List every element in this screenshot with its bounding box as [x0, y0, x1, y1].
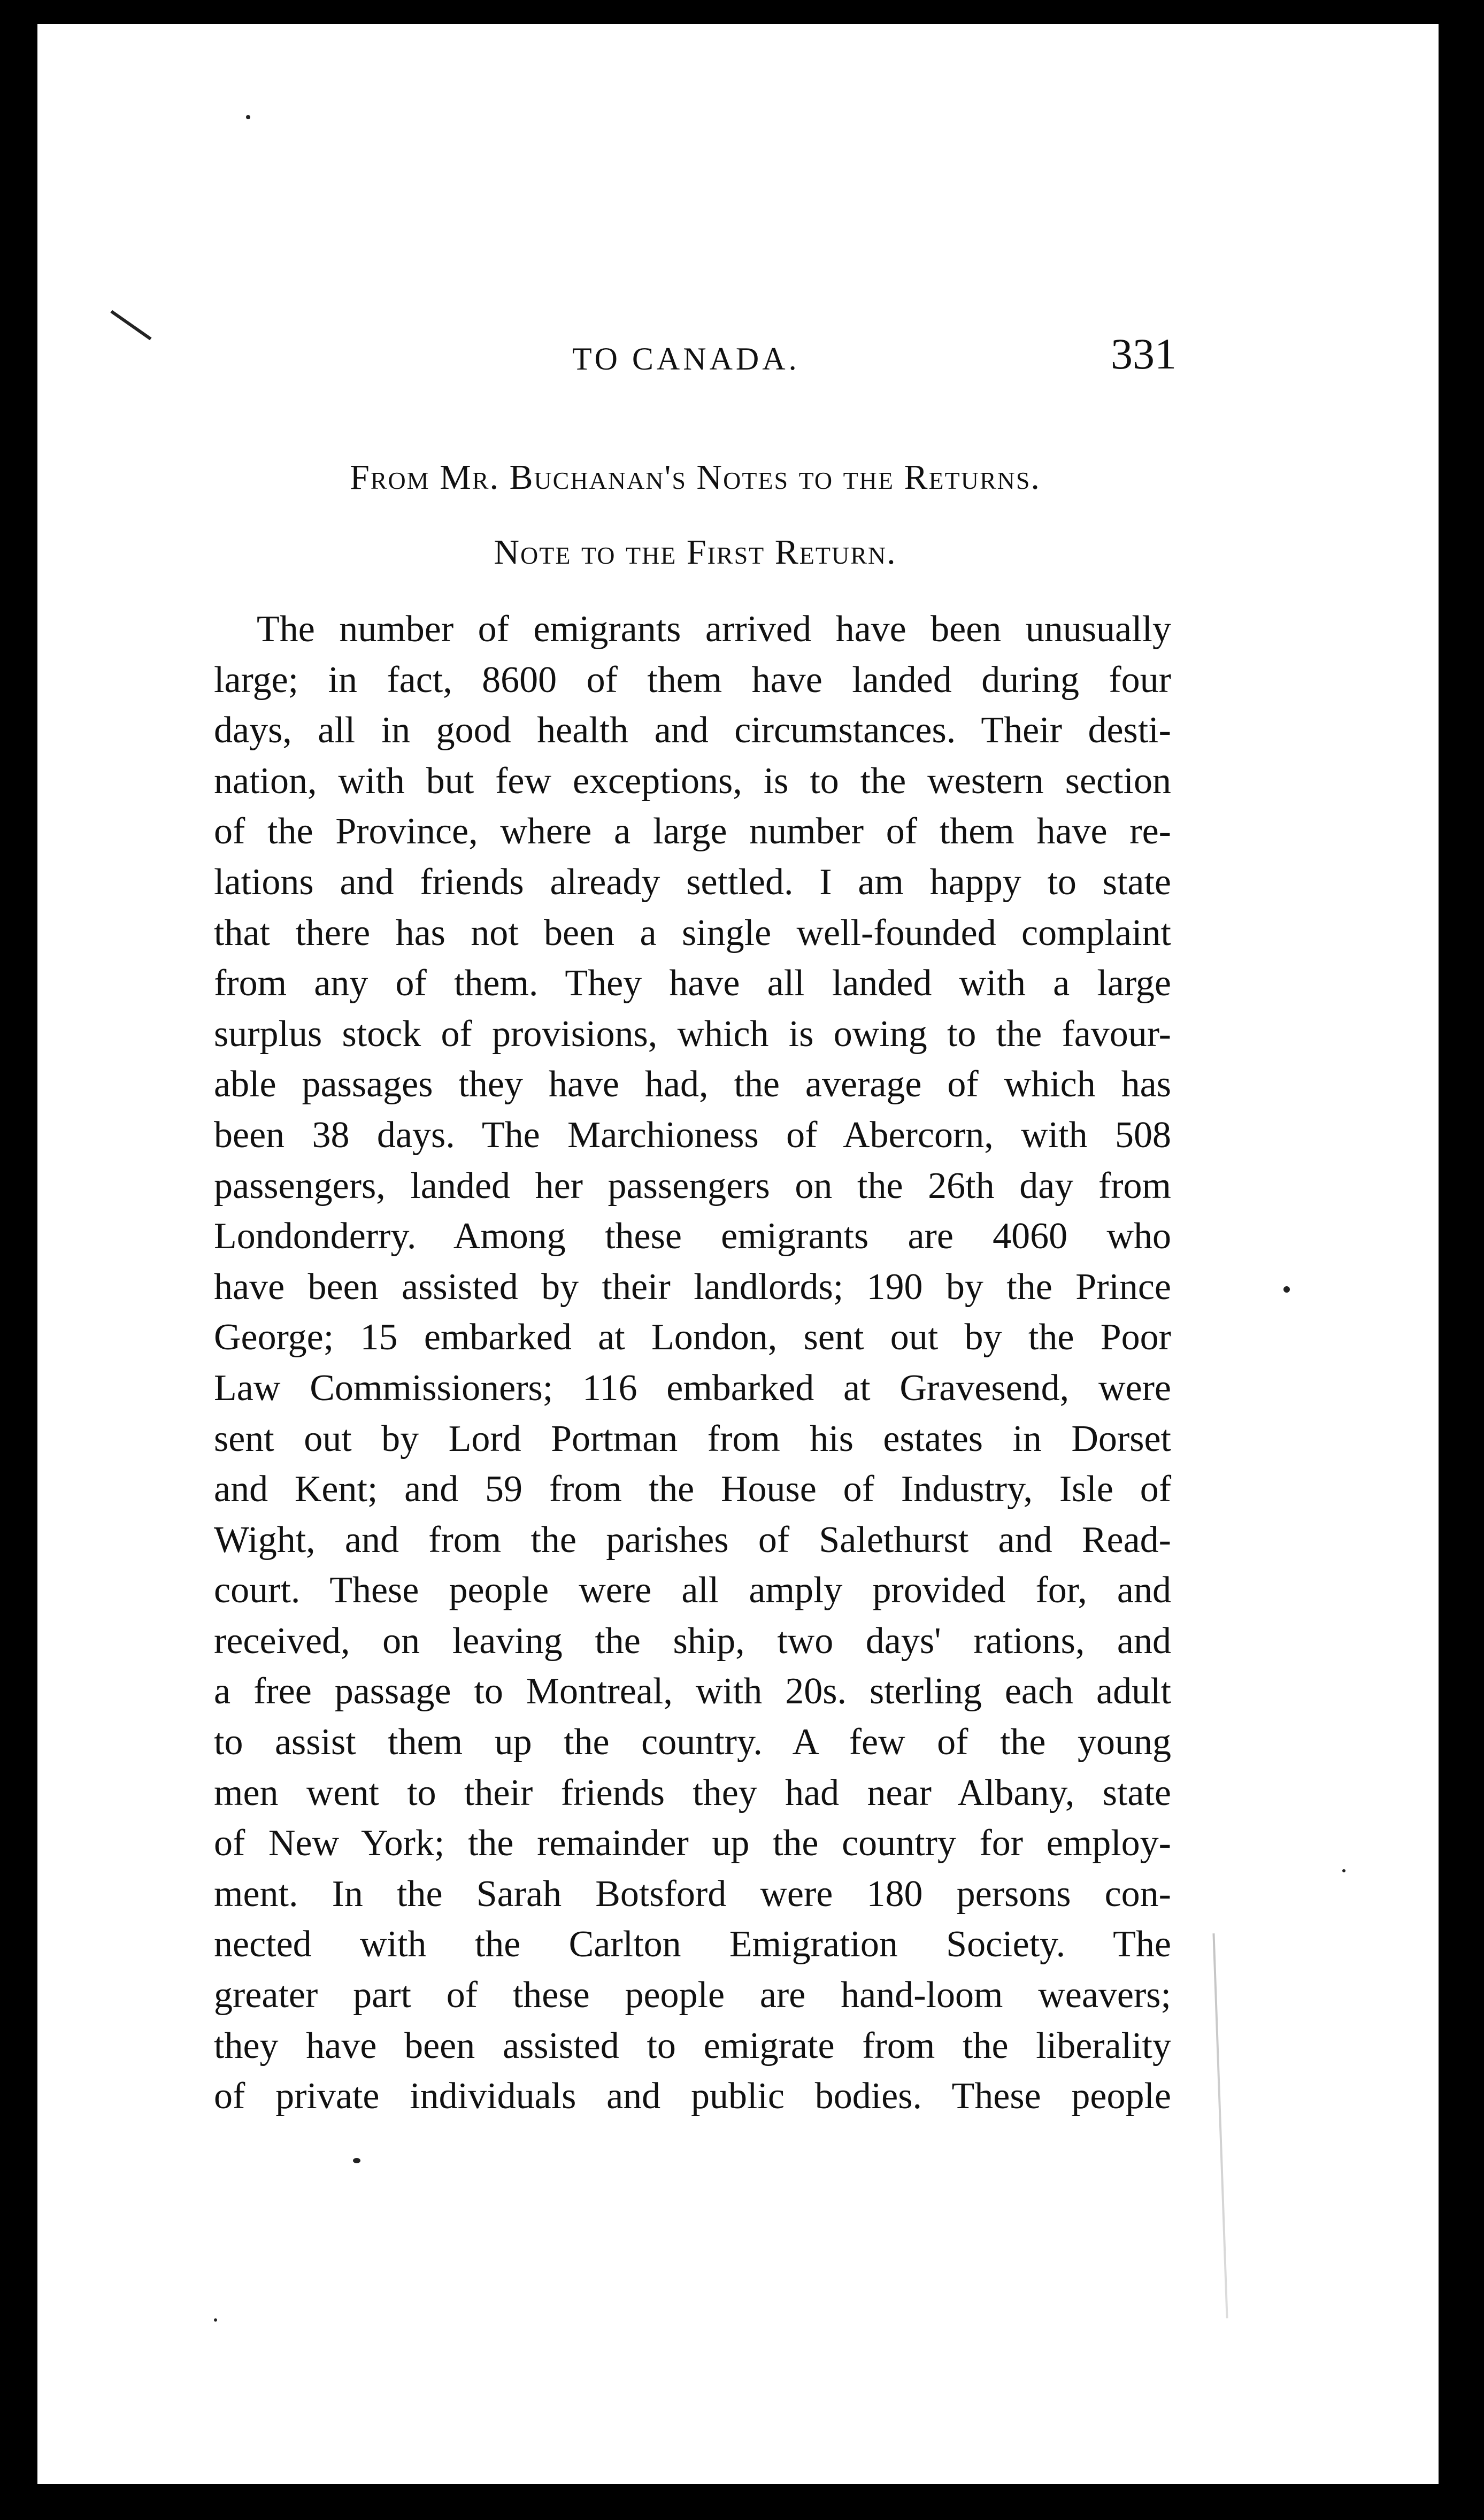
- dust-speck: [246, 115, 250, 119]
- text-line: received, on leaving the ship, two days' rations, and: [214, 1620, 1171, 1662]
- text-line: of the Province, where a large number of them have re-: [214, 811, 1171, 852]
- text-line: a free passage to Montreal, with 20s. sterling each adult: [214, 1671, 1171, 1712]
- book-page: [37, 24, 1439, 2484]
- text-line: days, all in good health and circumstances. Their desti-: [214, 710, 1171, 751]
- margin-pencil-line: [1212, 1933, 1228, 2318]
- text-line: ment. In the Sarah Botsford were 180 persons con-: [214, 1873, 1171, 1915]
- page-header: [214, 329, 1177, 393]
- ink-mark: [110, 310, 151, 341]
- text-line: have been assisted by their landlords; 190 by the Prince: [214, 1266, 1171, 1308]
- text-line: been 38 days. The Marchioness of Abercorn, with 508: [214, 1114, 1171, 1156]
- text-line: nected with the Carlton Emigration Society. The: [214, 1924, 1171, 1965]
- text-line: Londonderry. Among these emigrants are 4060 who: [214, 1216, 1171, 1257]
- dust-speck: [214, 2318, 217, 2322]
- text-line: of private individuals and public bodies. These people: [214, 2076, 1171, 2117]
- text-line: sent out by Lord Portman from his estates in Dorset: [214, 1418, 1171, 1459]
- subsection-heading: Note to the First Return.: [494, 533, 897, 572]
- text-line: and Kent; and 59 from the House of Industry, Isle of: [214, 1469, 1171, 1510]
- text-line: of New York; the remainder up the country for employ-: [214, 1823, 1171, 1864]
- text-line: nation, with but few exceptions, is to the western section: [214, 760, 1171, 802]
- text-line: greater part of these people are hand-loom weavers;: [214, 1974, 1171, 2016]
- dust-speck: [353, 2158, 360, 2163]
- text-line: large; in fact, 8600 of them have landed during four: [214, 659, 1171, 701]
- text-line: court. These people were all amply provided for, and: [214, 1570, 1171, 1611]
- text-line: men went to their friends they had near Albany, state: [214, 1772, 1171, 1814]
- section-heading: From Mr. Buchanan's Notes to the Returns.: [350, 458, 1041, 497]
- dust-speck: [1342, 1869, 1345, 1872]
- dust-speck: [1283, 1286, 1290, 1293]
- text-line: Wight, and from the parishes of Salethurst and Read-: [214, 1519, 1171, 1561]
- text-line: surplus stock of provisions, which is owing to the favour-: [214, 1013, 1171, 1055]
- text-line: they have been assisted to emigrate from the liberality: [214, 2025, 1171, 2066]
- text-line: The number of emigrants arrived have been unusually: [257, 609, 1171, 650]
- text-line: George; 15 embarked at London, sent out by the Poor: [214, 1317, 1171, 1358]
- page-number: 331: [1111, 329, 1177, 378]
- text-line: to assist them up the country. A few of the young: [214, 1722, 1171, 1763]
- body-paragraph: [214, 604, 1171, 2122]
- text-line: passengers, landed her passengers on the 26th day from: [214, 1165, 1171, 1207]
- text-line: lations and friends already settled. I am happy to state: [214, 861, 1171, 903]
- text-line: able passages they have had, the average of which has: [214, 1064, 1171, 1105]
- text-line: from any of them. They have all landed with a large: [214, 963, 1171, 1004]
- text-line: Law Commissioners; 116 embarked at Gravesend, were: [214, 1367, 1171, 1409]
- text-line: that there has not been a single well-founded complaint: [214, 912, 1171, 954]
- running-head: TO CANADA.: [572, 341, 800, 377]
